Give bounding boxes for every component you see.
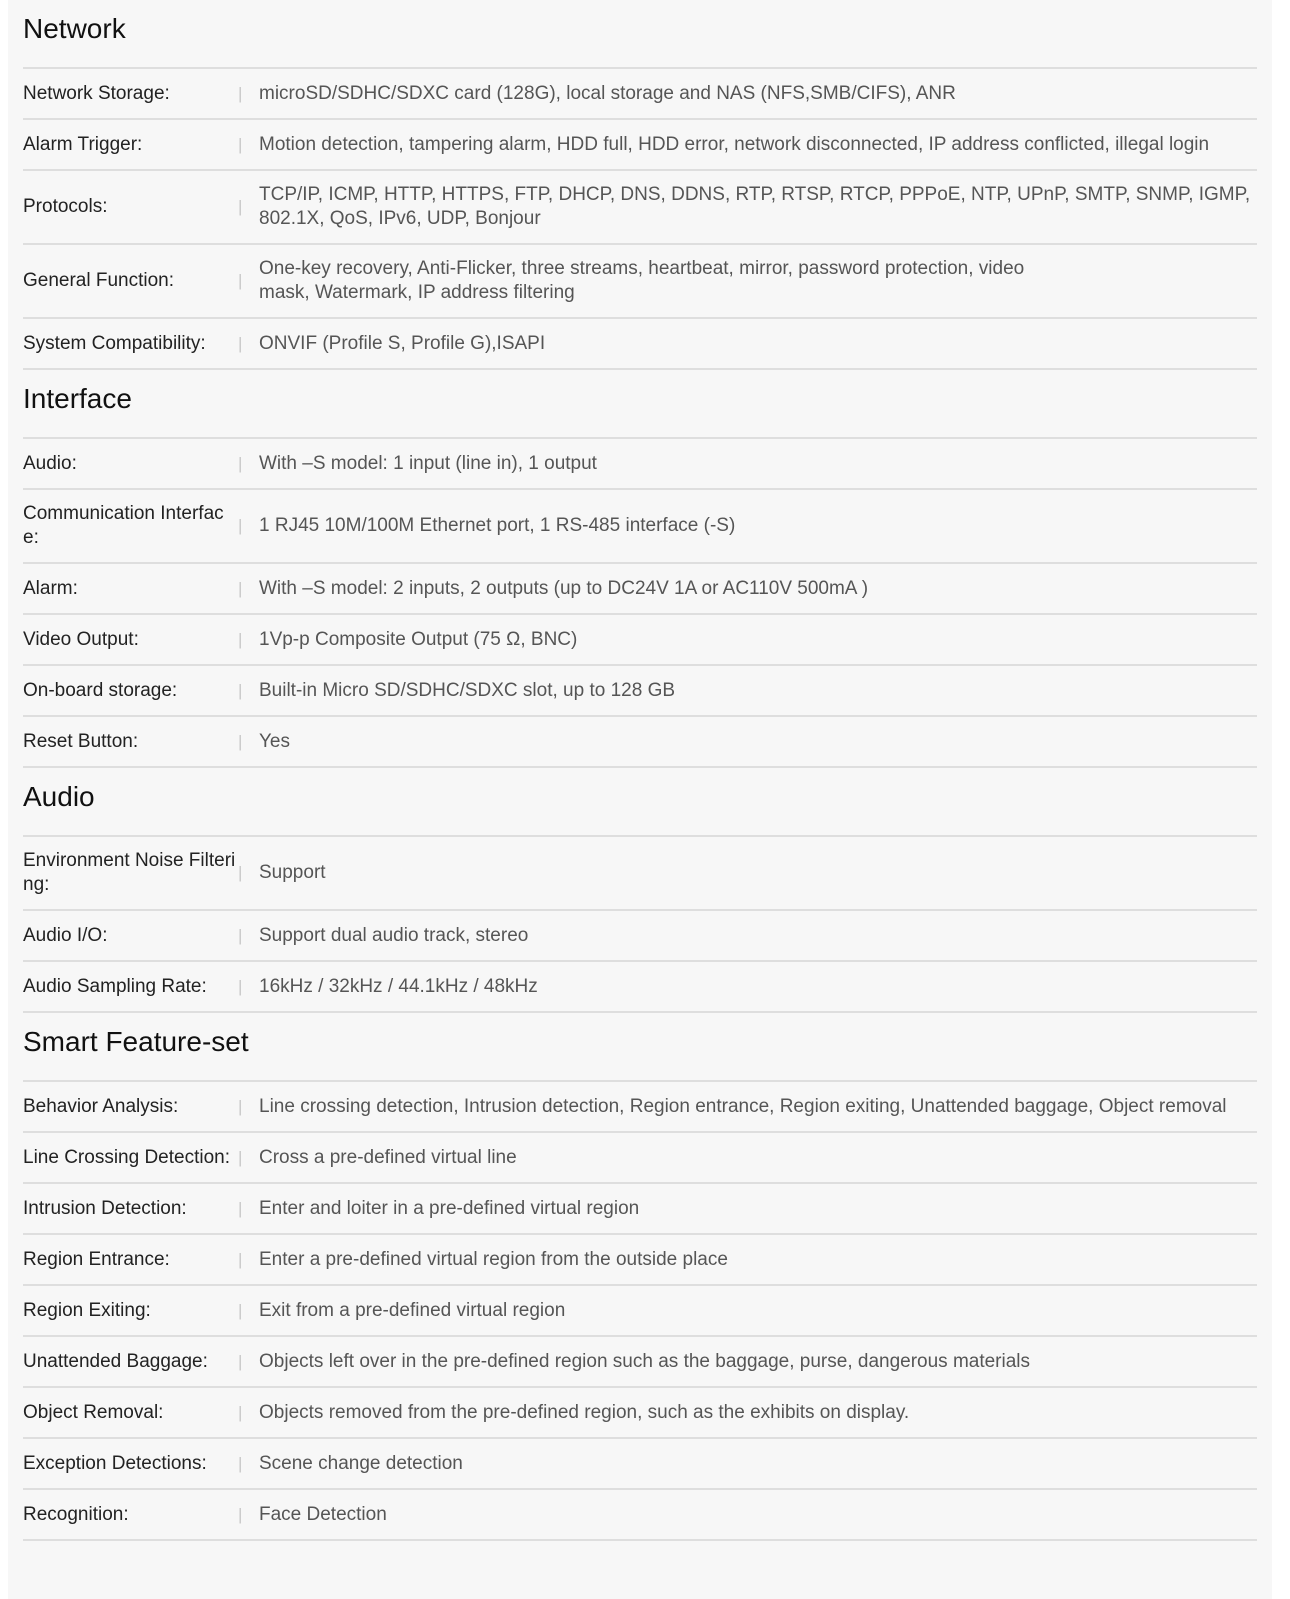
separator: | [238, 333, 243, 353]
spec-value: Enter and loiter in a pre-defined virtual region [259, 1197, 640, 1219]
spec-label: Line Crossing Detection: [23, 1146, 230, 1168]
spec-value: microSD/SDHC/SDXC card (128G), local storage and NAS (NFS,SMB/CIFS), ANR [259, 82, 956, 104]
separator: | [238, 1198, 243, 1218]
spec-value: One-key recovery, Anti-Flicker, three streams, heartbeat, mirror, password protection, video mask, Watermark, IP address filtering [259, 258, 1025, 303]
spec-value: Support dual audio track, stereo [259, 924, 529, 946]
spec-value: Motion detection, tampering alarm, HDD full, HDD error, network disconnected, IP address conflicted, illegal login [259, 133, 1210, 155]
spec-content [23, 0, 1257, 1541]
separator: | [238, 1147, 243, 1167]
spec-row-recognition [23, 1490, 1257, 1541]
spec-row-unattended-baggage [23, 1337, 1257, 1388]
spec-label: Unattended Baggage: [23, 1350, 208, 1372]
separator: | [238, 629, 243, 649]
spec-row-network-storage [23, 69, 1257, 120]
section-title-network: Network [23, 0, 1257, 69]
separator: | [238, 453, 243, 473]
section-title-interface: Interface [23, 370, 1257, 439]
spec-row-exception-detections [23, 1439, 1257, 1490]
spec-value: TCP/IP, ICMP, HTTP, HTTPS, FTP, DHCP, DNS, DDNS, RTP, RTSP, RTCP, PPPoE, NTP, UPnP, SMTP, SNMP, IGMP, 802.1X, QoS, IPv6, UDP, Bonjour [259, 184, 1251, 229]
spec-label: Audio I/O: [23, 924, 108, 946]
spec-label: Video Output: [23, 628, 139, 650]
spec-value: 1 RJ45 10M/100M Ethernet port, 1 RS-485 interface (-S) [259, 515, 736, 536]
spec-label: Audio Sampling Rate: [23, 975, 207, 997]
spec-row-alarm-trigger [23, 120, 1257, 171]
spec-row-general-function [23, 245, 1257, 319]
spec-panel [8, 0, 1272, 1599]
spec-value: With –S model: 1 input (line in), 1 output [259, 452, 597, 474]
separator: | [238, 1096, 243, 1116]
spec-label: Alarm: [23, 577, 78, 599]
separator: | [238, 271, 243, 290]
separator: | [238, 1402, 243, 1422]
spec-value: Face Detection [259, 1503, 387, 1525]
spec-row-region-exiting [23, 1286, 1257, 1337]
separator: | [238, 863, 243, 882]
spec-label: Reset Button: [23, 730, 139, 752]
spec-row-audio [23, 439, 1257, 490]
separator: | [238, 197, 243, 216]
separator: | [238, 976, 243, 996]
spec-label: Communication Interface: [23, 503, 224, 548]
spec-value: Enter a pre-defined virtual region from the outside place [259, 1248, 728, 1270]
spec-value: Built-in Micro SD/SDHC/SDXC slot, up to 128 GB [259, 679, 676, 701]
spec-label: Intrusion Detection: [23, 1197, 187, 1219]
section-title-smart-feature-set: Smart Feature-set [23, 1013, 1257, 1082]
spec-row-reset-button [23, 717, 1257, 768]
spec-label: Behavior Analysis: [23, 1095, 179, 1117]
spec-row-line-crossing-detection [23, 1133, 1257, 1184]
spec-value: With –S model: 2 inputs, 2 outputs (up to DC24V 1A or AC110V 500mA ) [259, 577, 869, 599]
spec-label: Recognition: [23, 1503, 129, 1525]
separator: | [238, 680, 243, 700]
separator: | [238, 578, 243, 598]
separator: | [238, 516, 243, 535]
spec-row-communication-interface [23, 490, 1257, 564]
spec-value: 1Vp-p Composite Output (75 Ω, BNC) [259, 628, 578, 650]
section-title-audio: Audio [23, 768, 1257, 837]
separator: | [238, 83, 243, 103]
separator: | [238, 134, 243, 154]
separator: | [238, 1453, 243, 1473]
spec-row-video-output [23, 615, 1257, 666]
spec-label: Environment Noise Filtering: [23, 850, 236, 895]
spec-label: General Function: [23, 270, 175, 291]
spec-value: Line crossing detection, Intrusion detection, Region entrance, Region exiting, Unattended baggage, Object removal [259, 1095, 1227, 1117]
spec-label: Object Removal: [23, 1401, 164, 1423]
spec-row-audio-sampling-rate [23, 962, 1257, 1013]
spec-label: Region Entrance: [23, 1248, 170, 1270]
spec-value: Support [259, 862, 326, 883]
separator: | [238, 925, 243, 945]
spec-row-object-removal [23, 1388, 1257, 1439]
spec-value: ONVIF (Profile S, Profile G),ISAPI [259, 332, 546, 354]
separator: | [238, 1249, 243, 1269]
spec-value: Scene change detection [259, 1452, 463, 1474]
spec-value: Yes [259, 730, 290, 752]
spec-value: Exit from a pre-defined virtual region [259, 1299, 566, 1321]
spec-row-noise-filtering [23, 837, 1257, 911]
spec-label: On-board storage: [23, 679, 178, 701]
spec-label: Alarm Trigger: [23, 133, 143, 155]
spec-label: Network Storage: [23, 82, 170, 104]
spec-value: Objects left over in the pre-defined region such as the baggage, purse, dangerous materials [259, 1350, 1031, 1372]
spec-row-system-compatibility [23, 319, 1257, 370]
spec-value: 16kHz / 32kHz / 44.1kHz / 48kHz [259, 975, 538, 997]
spec-row-intrusion-detection [23, 1184, 1257, 1235]
spec-row-alarm [23, 564, 1257, 615]
separator: | [238, 731, 243, 751]
separator: | [238, 1351, 243, 1371]
spec-label: System Compatibility: [23, 332, 206, 354]
spec-row-protocols [23, 171, 1257, 245]
spec-label: Audio: [23, 452, 77, 474]
spec-label: Protocols: [23, 196, 108, 217]
spec-row-behavior-analysis [23, 1082, 1257, 1133]
spec-value: Objects removed from the pre-defined region, such as the exhibits on display. [259, 1401, 910, 1423]
separator: | [238, 1300, 243, 1320]
spec-row-audio-io [23, 911, 1257, 962]
spec-value: Cross a pre-defined virtual line [259, 1146, 517, 1168]
spec-row-onboard-storage [23, 666, 1257, 717]
separator: | [238, 1504, 243, 1524]
spec-row-region-entrance [23, 1235, 1257, 1286]
spec-label: Region Exiting: [23, 1299, 151, 1321]
spec-label: Exception Detections: [23, 1452, 207, 1474]
